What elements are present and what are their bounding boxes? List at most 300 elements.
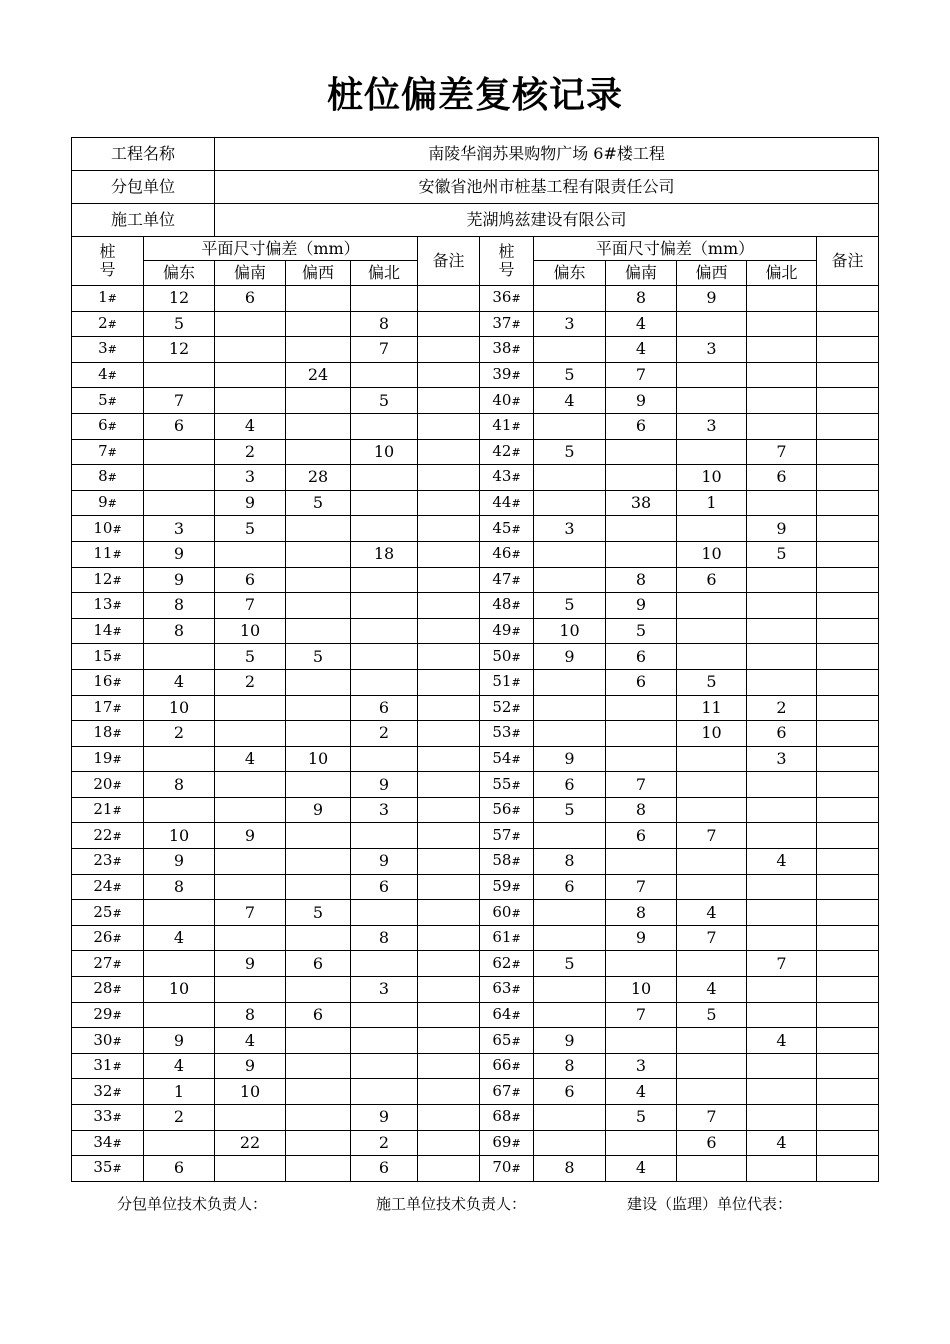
- remark-cell: [817, 951, 879, 977]
- remark-cell: [418, 823, 480, 849]
- north-deviation-cell: 3: [747, 746, 817, 772]
- pile-number-suffix: #: [511, 369, 521, 383]
- west-deviation-cell: [677, 1079, 747, 1105]
- south-deviation-cell: 9: [606, 388, 677, 414]
- west-deviation-cell: [286, 618, 351, 644]
- north-deviation-cell: 5: [351, 388, 418, 414]
- pile-number-suffix: #: [511, 445, 521, 459]
- west-deviation-cell: 6: [677, 1130, 747, 1156]
- west-deviation-cell: [677, 1156, 747, 1182]
- pile-deviation-table: [71, 137, 879, 1182]
- east-deviation-cell: 10: [144, 695, 215, 721]
- remark-cell: [418, 618, 480, 644]
- south-deviation-cell: 7: [606, 362, 677, 388]
- table-row: [72, 567, 879, 593]
- pile-number: 56: [492, 800, 512, 819]
- pile-number-cell: [72, 1002, 144, 1028]
- pile-number-cell: [480, 516, 534, 542]
- east-deviation-cell: 9: [144, 1028, 215, 1054]
- east-deviation-cell: [144, 900, 215, 926]
- remark-cell: [418, 516, 480, 542]
- pile-number: 41: [492, 416, 512, 435]
- east-deviation-cell: [534, 286, 606, 312]
- remark-cell: [817, 439, 879, 465]
- south-deviation-cell: 8: [606, 567, 677, 593]
- pile-number: 42: [492, 441, 512, 460]
- north-deviation-cell: 4: [747, 1130, 817, 1156]
- pile-number-suffix: #: [511, 855, 521, 869]
- pile-number-suffix: #: [511, 292, 521, 306]
- pile-number-suffix: #: [107, 445, 117, 459]
- south-deviation-cell: [215, 772, 286, 798]
- east-deviation-cell: 9: [534, 746, 606, 772]
- remark-cell: [817, 1156, 879, 1182]
- remark-cell: [817, 388, 879, 414]
- remark-cell: [418, 746, 480, 772]
- remark-cell: [418, 772, 480, 798]
- pile-number-cell: [480, 721, 534, 747]
- west-deviation-cell: 7: [677, 823, 747, 849]
- pile-number-suffix: #: [112, 752, 122, 766]
- pile-number-suffix: #: [511, 727, 521, 741]
- table-row: [72, 874, 879, 900]
- south-deviation-cell: [215, 541, 286, 567]
- west-deviation-cell: [286, 1105, 351, 1131]
- north-deviation-cell: [747, 567, 817, 593]
- west-deviation-cell: 28: [286, 465, 351, 491]
- west-deviation-cell: [286, 337, 351, 363]
- remark-cell: [418, 669, 480, 695]
- west-deviation-cell: 1: [677, 490, 747, 516]
- remark-cell: [817, 900, 879, 926]
- table-row: [72, 1053, 879, 1079]
- west-deviation-cell: 11: [677, 695, 747, 721]
- north-deviation-cell: [351, 1028, 418, 1054]
- pile-number-cell: [72, 516, 144, 542]
- south-header-right: 偏南: [606, 261, 677, 286]
- pile-number: 10: [93, 518, 113, 537]
- pile-number: 2: [98, 313, 108, 332]
- west-deviation-cell: 5: [677, 1002, 747, 1028]
- pile-number: 50: [492, 646, 512, 665]
- table-row: [72, 669, 879, 695]
- remark-cell: [418, 900, 480, 926]
- remark-cell: [418, 1028, 480, 1054]
- pile-number-suffix: #: [112, 1008, 122, 1022]
- pile-number-cell: [480, 413, 534, 439]
- table-row: [72, 951, 879, 977]
- remark-cell: [418, 1002, 480, 1028]
- pile-number-cell: [72, 311, 144, 337]
- east-deviation-cell: 6: [534, 772, 606, 798]
- north-deviation-cell: 4: [747, 1028, 817, 1054]
- pile-number: 48: [492, 595, 512, 614]
- south-deviation-cell: 6: [606, 669, 677, 695]
- east-deviation-cell: [534, 490, 606, 516]
- pile-number: 70: [492, 1158, 512, 1177]
- west-deviation-cell: [677, 362, 747, 388]
- south-deviation-cell: [215, 1156, 286, 1182]
- subcontractor-label: 分包单位: [72, 171, 215, 204]
- pile-number-suffix: #: [511, 573, 521, 587]
- remark-cell: [817, 362, 879, 388]
- pile-number: 67: [492, 1081, 512, 1100]
- remark-cell: [817, 490, 879, 516]
- west-deviation-cell: [286, 388, 351, 414]
- remark-cell: [817, 874, 879, 900]
- pile-number-cell: [480, 593, 534, 619]
- pile-number-suffix: #: [112, 573, 122, 587]
- pile-number-cell: [480, 465, 534, 491]
- remark-cell: [418, 874, 480, 900]
- pile-number-cell: [72, 746, 144, 772]
- pile-number: 38: [492, 339, 512, 358]
- pile-number-suffix: #: [107, 317, 117, 331]
- east-deviation-cell: [144, 797, 215, 823]
- pile-number: 17: [93, 697, 113, 716]
- south-deviation-cell: [215, 874, 286, 900]
- north-deviation-cell: 7: [747, 439, 817, 465]
- pile-number: 3: [98, 339, 108, 358]
- east-deviation-cell: [534, 669, 606, 695]
- south-deviation-cell: [215, 1105, 286, 1131]
- pile-number: 5: [98, 390, 108, 409]
- pile-number-suffix: #: [511, 420, 521, 434]
- pile-number-cell: [72, 874, 144, 900]
- remark-cell: [817, 465, 879, 491]
- pile-number-cell: [72, 567, 144, 593]
- pile-number-cell: [72, 618, 144, 644]
- south-deviation-cell: [215, 337, 286, 363]
- north-deviation-cell: [747, 593, 817, 619]
- west-deviation-cell: [677, 1053, 747, 1079]
- pile-number-suffix: #: [511, 599, 521, 613]
- north-deviation-cell: 6: [351, 695, 418, 721]
- pile-number-cell: [72, 1028, 144, 1054]
- north-deviation-cell: [747, 797, 817, 823]
- pile-number: 68: [492, 1107, 512, 1126]
- pile-number: 66: [492, 1056, 512, 1075]
- pile-number-cell: [480, 695, 534, 721]
- east-deviation-cell: [534, 1105, 606, 1131]
- subcontractor-tech-lead-label: 分包单位技术负责人：: [117, 1195, 268, 1213]
- west-deviation-cell: 24: [286, 362, 351, 388]
- south-deviation-cell: 3: [606, 1053, 677, 1079]
- south-deviation-cell: 4: [215, 1028, 286, 1054]
- east-deviation-cell: 8: [144, 618, 215, 644]
- west-deviation-cell: [286, 669, 351, 695]
- south-deviation-cell: 2: [215, 669, 286, 695]
- south-deviation-cell: 6: [606, 823, 677, 849]
- north-deviation-cell: 6: [747, 465, 817, 491]
- north-deviation-cell: 8: [351, 311, 418, 337]
- west-deviation-cell: 6: [286, 1002, 351, 1028]
- east-deviation-cell: [534, 977, 606, 1003]
- north-deviation-cell: [747, 337, 817, 363]
- south-deviation-cell: 5: [215, 644, 286, 670]
- pile-number-suffix: #: [511, 778, 521, 792]
- south-deviation-cell: 10: [215, 1079, 286, 1105]
- west-deviation-cell: [286, 823, 351, 849]
- east-deviation-cell: 8: [534, 849, 606, 875]
- remark-cell: [817, 746, 879, 772]
- pile-number: 65: [492, 1030, 512, 1049]
- east-deviation-cell: [534, 925, 606, 951]
- pile-number: 63: [492, 979, 512, 998]
- south-deviation-cell: [215, 695, 286, 721]
- pile-number-cell: [480, 1130, 534, 1156]
- east-deviation-cell: 5: [534, 362, 606, 388]
- east-deviation-cell: [144, 644, 215, 670]
- west-deviation-cell: [286, 1053, 351, 1079]
- table-row: [72, 746, 879, 772]
- south-deviation-cell: [606, 695, 677, 721]
- remark-cell: [418, 951, 480, 977]
- pile-number: 61: [492, 928, 512, 947]
- south-deviation-cell: 9: [215, 951, 286, 977]
- pile-number: 14: [93, 621, 113, 640]
- north-deviation-cell: 10: [351, 439, 418, 465]
- pile-number-cell: [72, 797, 144, 823]
- pile-number-cell: [72, 593, 144, 619]
- north-deviation-cell: 9: [747, 516, 817, 542]
- remark-cell: [817, 413, 879, 439]
- remark-cell: [418, 1156, 480, 1182]
- pile-number-suffix: #: [112, 1136, 122, 1150]
- remark-cell: [418, 490, 480, 516]
- west-deviation-cell: 6: [286, 951, 351, 977]
- west-deviation-cell: 3: [677, 337, 747, 363]
- pile-number-suffix: #: [112, 829, 122, 843]
- pile-number-suffix: #: [107, 292, 117, 306]
- west-deviation-cell: [677, 516, 747, 542]
- west-deviation-cell: [677, 388, 747, 414]
- east-deviation-cell: 4: [534, 388, 606, 414]
- west-deviation-cell: [286, 593, 351, 619]
- pile-number-cell: [480, 311, 534, 337]
- pile-number-suffix: #: [112, 701, 122, 715]
- table-row: [72, 1079, 879, 1105]
- pile-number-suffix: #: [511, 906, 521, 920]
- north-deviation-cell: [351, 900, 418, 926]
- pile-number-cell: [72, 388, 144, 414]
- east-deviation-cell: 6: [534, 874, 606, 900]
- east-deviation-cell: 6: [144, 1156, 215, 1182]
- east-deviation-cell: [534, 465, 606, 491]
- pile-number-cell: [480, 286, 534, 312]
- pile-number-suffix: #: [511, 1034, 521, 1048]
- east-deviation-cell: 5: [144, 311, 215, 337]
- pile-number-suffix: #: [511, 752, 521, 766]
- west-deviation-cell: 5: [286, 644, 351, 670]
- table-row: [72, 849, 879, 875]
- pile-number: 44: [492, 493, 512, 512]
- pile-number-cell: [480, 439, 534, 465]
- project-label: 工程名称: [72, 138, 215, 171]
- pile-number-cell: [72, 1053, 144, 1079]
- west-deviation-cell: 7: [677, 925, 747, 951]
- pile-number: 53: [492, 723, 512, 742]
- north-deviation-cell: [351, 1053, 418, 1079]
- north-deviation-cell: [351, 286, 418, 312]
- north-deviation-cell: [747, 874, 817, 900]
- east-deviation-cell: [534, 1130, 606, 1156]
- north-deviation-cell: 2: [351, 1130, 418, 1156]
- west-deviation-cell: 9: [677, 286, 747, 312]
- south-deviation-cell: [606, 439, 677, 465]
- pile-number-suffix: #: [511, 522, 521, 536]
- pile-number-cell: [480, 541, 534, 567]
- remark-cell: [817, 1028, 879, 1054]
- remark-cell: [418, 541, 480, 567]
- remark-cell: [418, 465, 480, 491]
- pile-number: 49: [492, 621, 512, 640]
- east-deviation-cell: 12: [144, 286, 215, 312]
- pile-number: 47: [492, 569, 512, 588]
- west-deviation-cell: [286, 1079, 351, 1105]
- subcontractor-value: 安徽省池州市桩基工程有限责任公司: [215, 171, 879, 204]
- east-deviation-cell: 5: [534, 439, 606, 465]
- pile-number-cell: [480, 849, 534, 875]
- south-deviation-cell: 38: [606, 490, 677, 516]
- pile-number-cell: [72, 772, 144, 798]
- pile-number-cell: [72, 669, 144, 695]
- table-row: [72, 439, 879, 465]
- pile-number-cell: [480, 746, 534, 772]
- pile-number: 13: [93, 595, 113, 614]
- pile-number: 39: [492, 365, 512, 384]
- east-deviation-cell: [144, 951, 215, 977]
- north-deviation-cell: [747, 286, 817, 312]
- pile-number: 59: [492, 876, 512, 895]
- south-deviation-cell: 7: [606, 1002, 677, 1028]
- remark-cell: [418, 1105, 480, 1131]
- north-deviation-cell: [747, 900, 817, 926]
- remark-cell: [817, 1105, 879, 1131]
- east-deviation-cell: 1: [144, 1079, 215, 1105]
- pile-number-suffix: #: [511, 829, 521, 843]
- pile-number-suffix: #: [511, 317, 521, 331]
- pile-number-suffix: #: [112, 599, 122, 613]
- remark-cell: [817, 593, 879, 619]
- east-deviation-cell: [144, 465, 215, 491]
- pile-number: 36: [492, 288, 512, 307]
- table-row: [72, 1002, 879, 1028]
- pile-number-cell: [72, 413, 144, 439]
- west-deviation-cell: [677, 772, 747, 798]
- west-deviation-cell: [677, 593, 747, 619]
- north-deviation-cell: 3: [351, 977, 418, 1003]
- south-deviation-cell: [606, 1028, 677, 1054]
- south-deviation-cell: 9: [215, 490, 286, 516]
- south-deviation-cell: 6: [606, 413, 677, 439]
- north-deviation-cell: 5: [747, 541, 817, 567]
- pile-number: 35: [93, 1158, 113, 1177]
- north-deviation-cell: 2: [351, 721, 418, 747]
- north-deviation-cell: 6: [351, 1156, 418, 1182]
- north-deviation-cell: [747, 413, 817, 439]
- east-deviation-cell: 4: [144, 669, 215, 695]
- remark-cell: [817, 797, 879, 823]
- east-deviation-cell: 6: [144, 413, 215, 439]
- east-deviation-cell: 4: [144, 925, 215, 951]
- pile-number-cell: [72, 541, 144, 567]
- east-deviation-cell: [144, 746, 215, 772]
- pile-number: 37: [492, 313, 512, 332]
- south-deviation-cell: 6: [606, 644, 677, 670]
- pile-number-cell: [72, 439, 144, 465]
- pile-number: 33: [93, 1107, 113, 1126]
- east-deviation-cell: 8: [144, 874, 215, 900]
- west-deviation-cell: 4: [677, 977, 747, 1003]
- south-deviation-cell: 9: [215, 1053, 286, 1079]
- north-header-left: 偏北: [351, 261, 418, 286]
- south-deviation-cell: [606, 1130, 677, 1156]
- table-row: [72, 1105, 879, 1131]
- north-deviation-cell: [351, 823, 418, 849]
- east-deviation-cell: [534, 900, 606, 926]
- west-deviation-cell: 5: [286, 490, 351, 516]
- south-deviation-cell: 4: [606, 1156, 677, 1182]
- remark-header-right: 备注: [817, 237, 879, 286]
- table-row: [72, 823, 879, 849]
- pile-number-suffix: #: [112, 1034, 122, 1048]
- west-deviation-cell: [677, 644, 747, 670]
- east-deviation-cell: 7: [144, 388, 215, 414]
- south-deviation-cell: 4: [606, 311, 677, 337]
- north-deviation-cell: [351, 490, 418, 516]
- south-deviation-cell: [606, 516, 677, 542]
- table-row: [72, 772, 879, 798]
- west-header-left: 偏西: [286, 261, 351, 286]
- pile-number-suffix: #: [112, 548, 122, 562]
- pile-number: 21: [93, 800, 113, 819]
- pile-number-suffix: #: [511, 880, 521, 894]
- north-deviation-cell: [351, 516, 418, 542]
- west-deviation-cell: [677, 849, 747, 875]
- south-deviation-cell: 9: [606, 593, 677, 619]
- pile-number-suffix: #: [112, 1085, 122, 1099]
- remark-cell: [817, 977, 879, 1003]
- east-deviation-cell: [534, 823, 606, 849]
- pile-number-suffix: #: [112, 650, 122, 664]
- remark-cell: [418, 695, 480, 721]
- table-row: [72, 593, 879, 619]
- south-deviation-cell: 5: [215, 516, 286, 542]
- pile-number-cell: [480, 388, 534, 414]
- pile-number-suffix: #: [511, 650, 521, 664]
- pile-number-cell: [72, 337, 144, 363]
- table-row: [72, 388, 879, 414]
- east-deviation-cell: 8: [534, 1156, 606, 1182]
- south-deviation-cell: 4: [606, 337, 677, 363]
- west-deviation-cell: [286, 695, 351, 721]
- west-deviation-cell: 6: [677, 567, 747, 593]
- south-deviation-cell: 6: [215, 567, 286, 593]
- east-deviation-cell: 9: [144, 567, 215, 593]
- pile-number-cell: [72, 849, 144, 875]
- table-row: [72, 362, 879, 388]
- table-row: [72, 286, 879, 312]
- west-deviation-cell: [286, 413, 351, 439]
- pile-number-suffix: #: [107, 471, 117, 485]
- remark-cell: [418, 644, 480, 670]
- west-deviation-cell: [286, 516, 351, 542]
- east-deviation-cell: 2: [144, 1105, 215, 1131]
- east-deviation-cell: [144, 490, 215, 516]
- page-title: 桩位偏差复核记录: [326, 75, 623, 116]
- west-deviation-cell: [286, 541, 351, 567]
